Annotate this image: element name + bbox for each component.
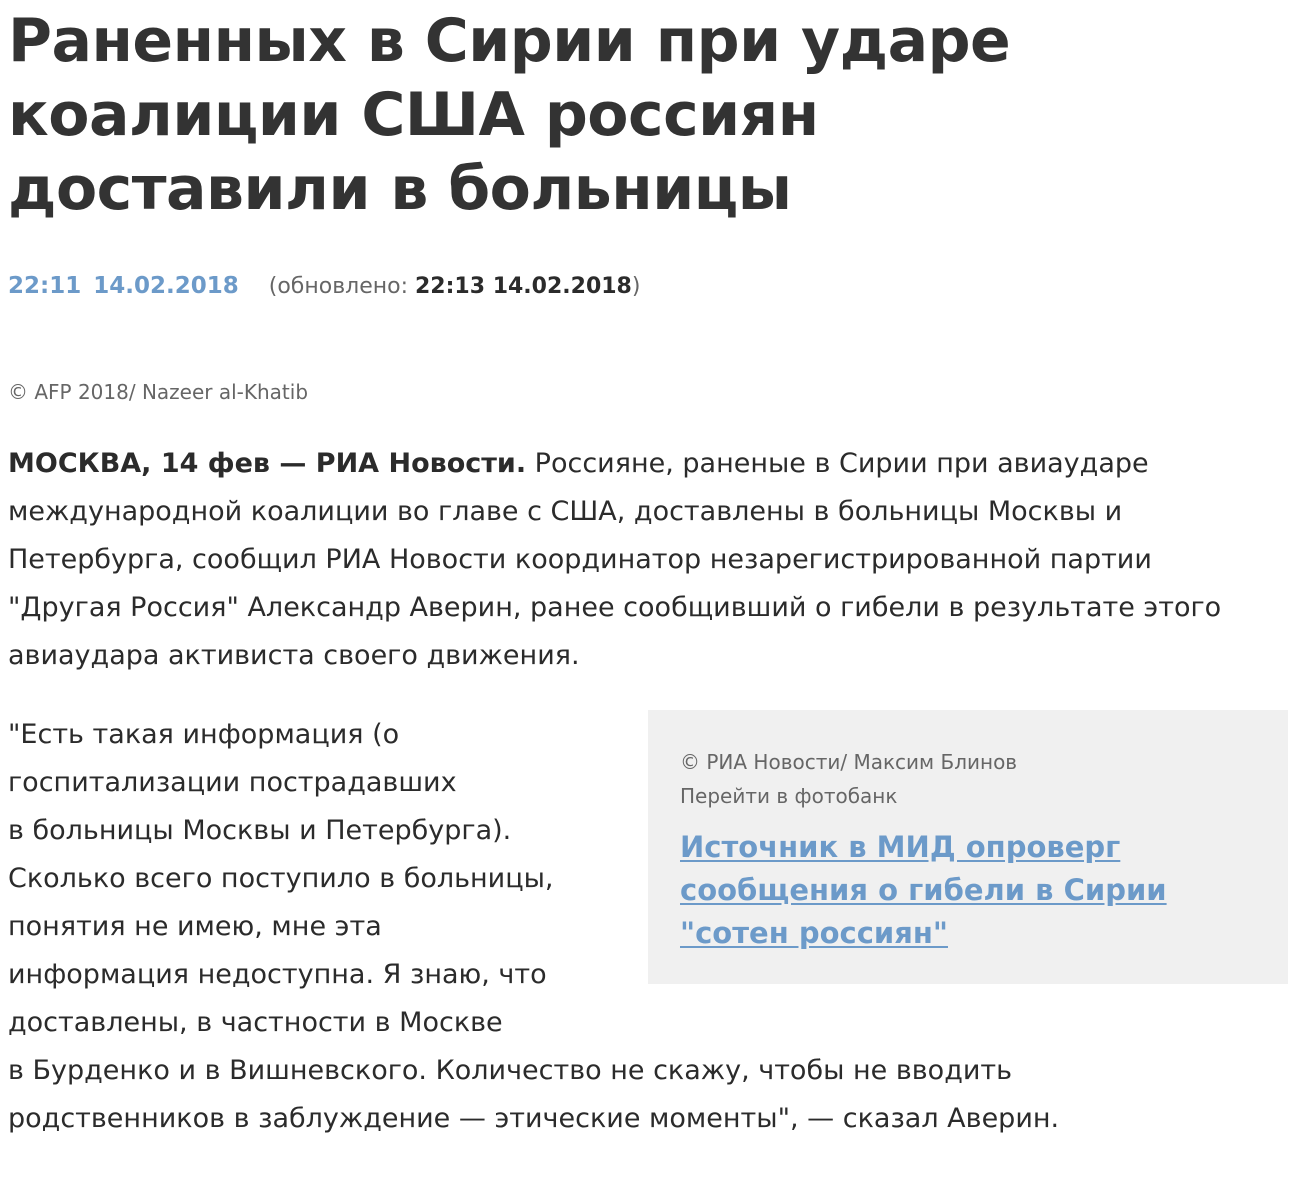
article-title: Раненных в Сирии при ударе коалиции США россиян доставили в больницы xyxy=(8,6,1011,224)
quote-line: понятия не имею, мне эта xyxy=(8,911,382,942)
updated-suffix: ) xyxy=(631,274,641,299)
updated-info xyxy=(269,274,641,299)
photo-credit: © AFP 2018/ Nazeer al-Khatib xyxy=(8,380,309,404)
published-date: 14.02.2018 xyxy=(93,273,239,299)
quote-line: в Бурденко и в Вишневского. Количество не скажу, чтобы не вводить xyxy=(8,1055,1013,1086)
lead-paragraph xyxy=(8,440,1248,680)
article-meta xyxy=(8,270,640,303)
related-inset xyxy=(648,710,1288,984)
quote-line: родственников в заблуждение — этические моменты", — сказал Аверин. xyxy=(8,1103,1060,1134)
updated-prefix: (обновлено: xyxy=(268,274,415,299)
quote-line: госпитализации пострадавших xyxy=(8,767,457,798)
published-time: 22:11 xyxy=(8,273,82,299)
quote-line: доставлены, в частности в Москве xyxy=(8,1007,503,1038)
inset-photo-credit: © РИА Новости/ Максим Блинов xyxy=(680,750,1018,774)
related-article-link[interactable]: Источник в МИД опроверг сообщения о гибели в Сирии "сотен россиян" xyxy=(680,830,1167,950)
photobank-link[interactable]: Перейти в фотобанк xyxy=(680,784,898,808)
lead-text: Россияне, раненые в Сирии при авиаударе международной коалиции во главе с США, доставлены в больницы Москвы и Петербурга, сообщил РИА Новости координатор незарегистрированной партии "Другая Россия" Александр Аверин, ранее сообщивший о гибели в результате этого авиаудара активиста своего движения. xyxy=(8,448,1222,671)
quote-line: Сколько всего поступило в больницы, xyxy=(8,863,554,894)
updated-value: 22:13 14.02.2018 xyxy=(415,274,632,299)
quote-line: в больницы Москвы и Петербурга). xyxy=(8,815,512,846)
lead-dateline: МОСКВА, 14 фев — РИА Новости. xyxy=(8,448,527,479)
quote-line: "Есть такая информация (о xyxy=(8,719,400,750)
quote-line: информация недоступна. Я знаю, что xyxy=(8,959,547,990)
